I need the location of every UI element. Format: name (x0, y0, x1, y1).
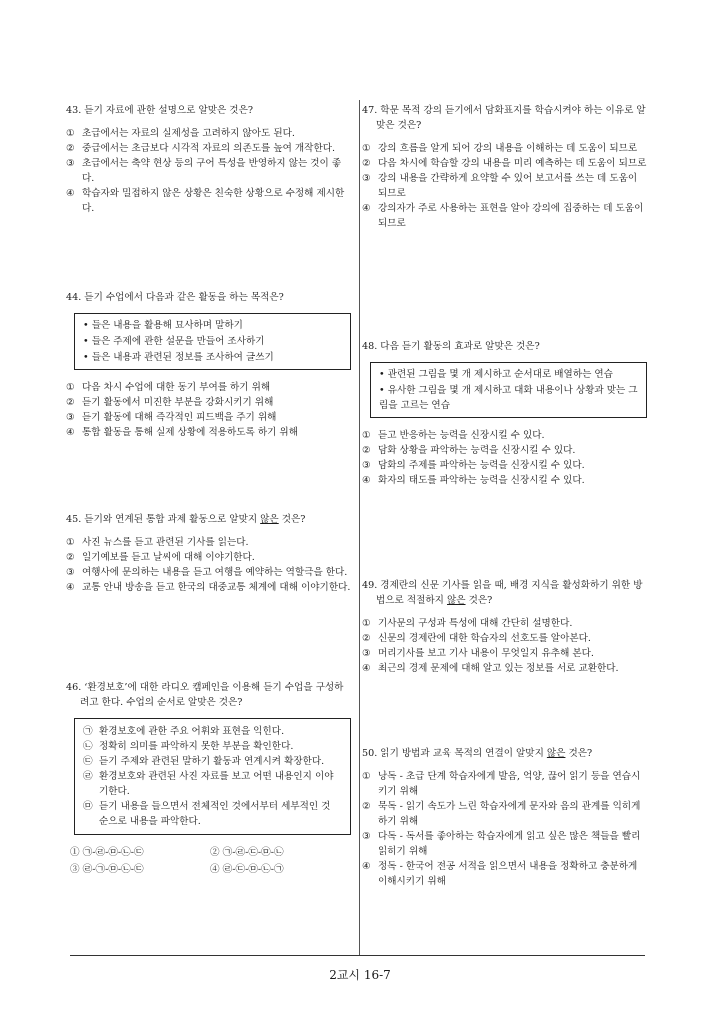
column-divider (359, 100, 360, 955)
q43-option-4[interactable]: ④ 학습자와 밀접하지 않은 상황은 친숙한 상황으로 수정해 제시한다. (66, 188, 345, 214)
q50-option-2[interactable]: ② 묵독 - 읽기 속도가 느린 학습자에게 문자와 음의 관계를 익히게 하기 위해 (362, 801, 641, 827)
q48-box-line: • 관련된 그림을 몇 개 제시하고 순서대로 배열하는 연습 (379, 369, 613, 380)
question-48-stem: 48. 다음 듣기 활동의 효과로 알맞은 것은? (362, 341, 540, 352)
question-43 (66, 103, 351, 216)
q46-step: ㉤ 듣기 내용을 들으면서 전체적인 것에서부터 세부적인 것 순으로 내용을 파악한다. (83, 801, 331, 827)
q45-option-1[interactable]: ① 사진 뉴스를 듣고 관련된 기사를 읽는다. (66, 537, 249, 548)
q49-option-4[interactable]: ④ 최근의 경제 문제에 대해 알고 있는 정보를 서로 교환한다. (362, 663, 619, 674)
q43-option-2[interactable]: ② 중급에서는 초급보다 시각적 자료의 의존도를 높여 개작한다. (66, 143, 336, 154)
question-48 (362, 339, 647, 488)
q47-option-2[interactable]: ② 다음 차시에 학습할 강의 내용을 미리 예측하는 데 도움이 되므로 (362, 158, 647, 169)
q48-option-3[interactable]: ③ 담화의 주제를 파악하는 능력을 신장시킬 수 있다. (362, 460, 585, 471)
q46-answer-grid (66, 845, 351, 877)
q45-option-2[interactable]: ② 일기예보를 듣고 날씨에 대해 이야기한다. (66, 552, 255, 563)
q44-box-line: • 들은 내용을 활용해 묘사하며 말하기 (83, 320, 243, 331)
question-43-stem: 43. 듣기 자료에 관한 설명으로 알맞은 것은? (66, 105, 253, 116)
q48-option-2[interactable]: ② 담화 상황을 파악하는 능력을 신장시킬 수 있다. (362, 445, 576, 456)
q48-box-line: • 유사한 그림을 몇 개 제시하고 대화 내용이나 상황과 맞는 그림을 고르는 연습 (379, 385, 638, 411)
q46-steps-box (74, 718, 351, 835)
q49-option-3[interactable]: ③ 머리기사를 보고 기사 내용이 무엇일지 유추해 본다. (362, 648, 594, 659)
q48-option-4[interactable]: ④ 화자의 태도를 파악하는 능력을 신장시킬 수 있다. (362, 475, 585, 486)
q50-option-1[interactable]: ① 낭독 - 초급 단계 학습자에게 발음, 억양, 끊어 읽기 등을 연습시키기 위해 (362, 771, 641, 797)
q49-option-1[interactable]: ① 기사문의 구성과 특성에 대해 간단히 설명한다. (362, 618, 573, 629)
question-44 (66, 290, 351, 440)
q46-option-4[interactable]: ④ ㉣-㉢-㉤-㉡-㉠ (210, 864, 284, 875)
question-50 (362, 746, 647, 889)
q46-option-2[interactable]: ② ㉠-㉣-㉢-㉤-㉡ (210, 847, 284, 858)
question-46 (66, 680, 351, 877)
q45-option-4[interactable]: ④ 교통 안내 방송을 듣고 한국의 대중교통 체계에 대해 이야기한다. (66, 582, 351, 593)
q44-option-4[interactable]: ④ 통합 활동을 통해 실제 상황에 적용하도록 하기 위해 (66, 427, 298, 438)
q46-step: ㉠ 환경보호에 관한 주요 어휘와 표현을 익힌다. (83, 726, 285, 737)
question-50-stem: 50. 읽기 방법과 교육 목적의 연결이 알맞지 않은 것은? (362, 748, 593, 759)
q50-option-4[interactable]: ④ 정독 - 한국어 전공 서적을 읽으면서 내용을 정확하고 충분하게 이해시키기 위해 (362, 861, 638, 887)
question-45-stem: 45. 듣기와 연계된 통합 과제 활동으로 알맞지 않은 것은? (66, 514, 306, 525)
question-47-stem: 47. 학문 목적 강의 듣기에서 담화표지를 학습시켜야 하는 이유로 알맞은 것은? (362, 105, 646, 131)
question-49 (362, 578, 647, 676)
question-47 (362, 103, 647, 231)
q46-option-1[interactable]: ① ㉠-㉣-㉤-㉡-㉢ (70, 847, 144, 858)
page-number: 2교시 16-7 (329, 968, 391, 982)
q47-option-3[interactable]: ③ 강의 내용을 간략하게 요약할 수 있어 보고서를 쓰는 데 도움이 되므로 (362, 173, 638, 199)
q50-option-3[interactable]: ③ 다독 - 독서를 좋아하는 학습자에게 읽고 싶은 많은 책들을 빨리 읽히기 위해 (362, 831, 641, 857)
q48-option-1[interactable]: ① 듣고 반응하는 능력을 신장시킬 수 있다. (362, 430, 545, 441)
q46-step: ㉣ 환경보호와 관련된 사진 자료를 보고 어떤 내용인지 이야기한다. (83, 771, 334, 797)
q44-option-1[interactable]: ① 다음 차시 수업에 대한 동기 부여를 하기 위해 (66, 382, 271, 393)
q44-box-line: • 들은 내용과 관련된 정보를 조사하여 글쓰기 (83, 352, 274, 363)
q49-option-2[interactable]: ② 신문의 경제란에 대한 학습자의 선호도를 알아본다. (362, 633, 591, 644)
q48-activity-box (370, 362, 647, 418)
q44-box-line: • 들은 주제에 관한 설문을 만들어 조사하기 (83, 336, 265, 347)
question-44-stem: 44. 듣기 수업에서 다음과 같은 활동을 하는 목적은? (66, 292, 284, 303)
q44-option-3[interactable]: ③ 듣기 활동에 대해 즉각적인 피드백을 주기 위해 (66, 412, 277, 423)
q44-activity-box (74, 313, 351, 370)
q43-option-3[interactable]: ③ 초급에서는 축약 현상 등의 구어 특성을 반영하지 않는 것이 좋다. (66, 158, 342, 184)
q43-option-1[interactable]: ① 초급에서는 자료의 실제성을 고려하지 않아도 된다. (66, 128, 295, 139)
q45-option-3[interactable]: ③ 여행사에 문의하는 내용을 듣고 여행을 예약하는 역할극을 한다. (66, 567, 348, 578)
q47-option-4[interactable]: ④ 강의자가 주로 사용하는 표현을 알아 강의에 집중하는 데 도움이 되므로 (362, 203, 644, 229)
q46-step: ㉡ 정확히 의미를 파악하지 못한 부분을 확인한다. (83, 741, 294, 752)
q46-step: ㉢ 듣기 주제와 관련된 말하기 활동과 연계시켜 확장한다. (83, 756, 325, 767)
q47-option-1[interactable]: ① 강의 흐름을 알게 되어 강의 내용을 이해하는 데 도움이 되므로 (362, 143, 638, 154)
q46-option-3[interactable]: ③ ㉣-㉠-㉤-㉡-㉢ (70, 864, 144, 875)
q44-option-2[interactable]: ② 듣기 활동에서 미진한 부분을 강화시키기 위해 (66, 397, 274, 408)
footer-rule (70, 955, 645, 956)
question-46-stem: 46. ‘환경보호’에 대한 라디오 캠페인을 이용해 듣기 수업을 구성하려고 한다. 수업의 순서로 알맞은 것은? (66, 682, 344, 708)
question-49-stem: 49. 경제란의 신문 기사를 읽을 때, 배경 지식을 활성화하기 위한 방법으로 적절하지 않은 것은? (362, 580, 643, 606)
question-45 (66, 512, 351, 595)
